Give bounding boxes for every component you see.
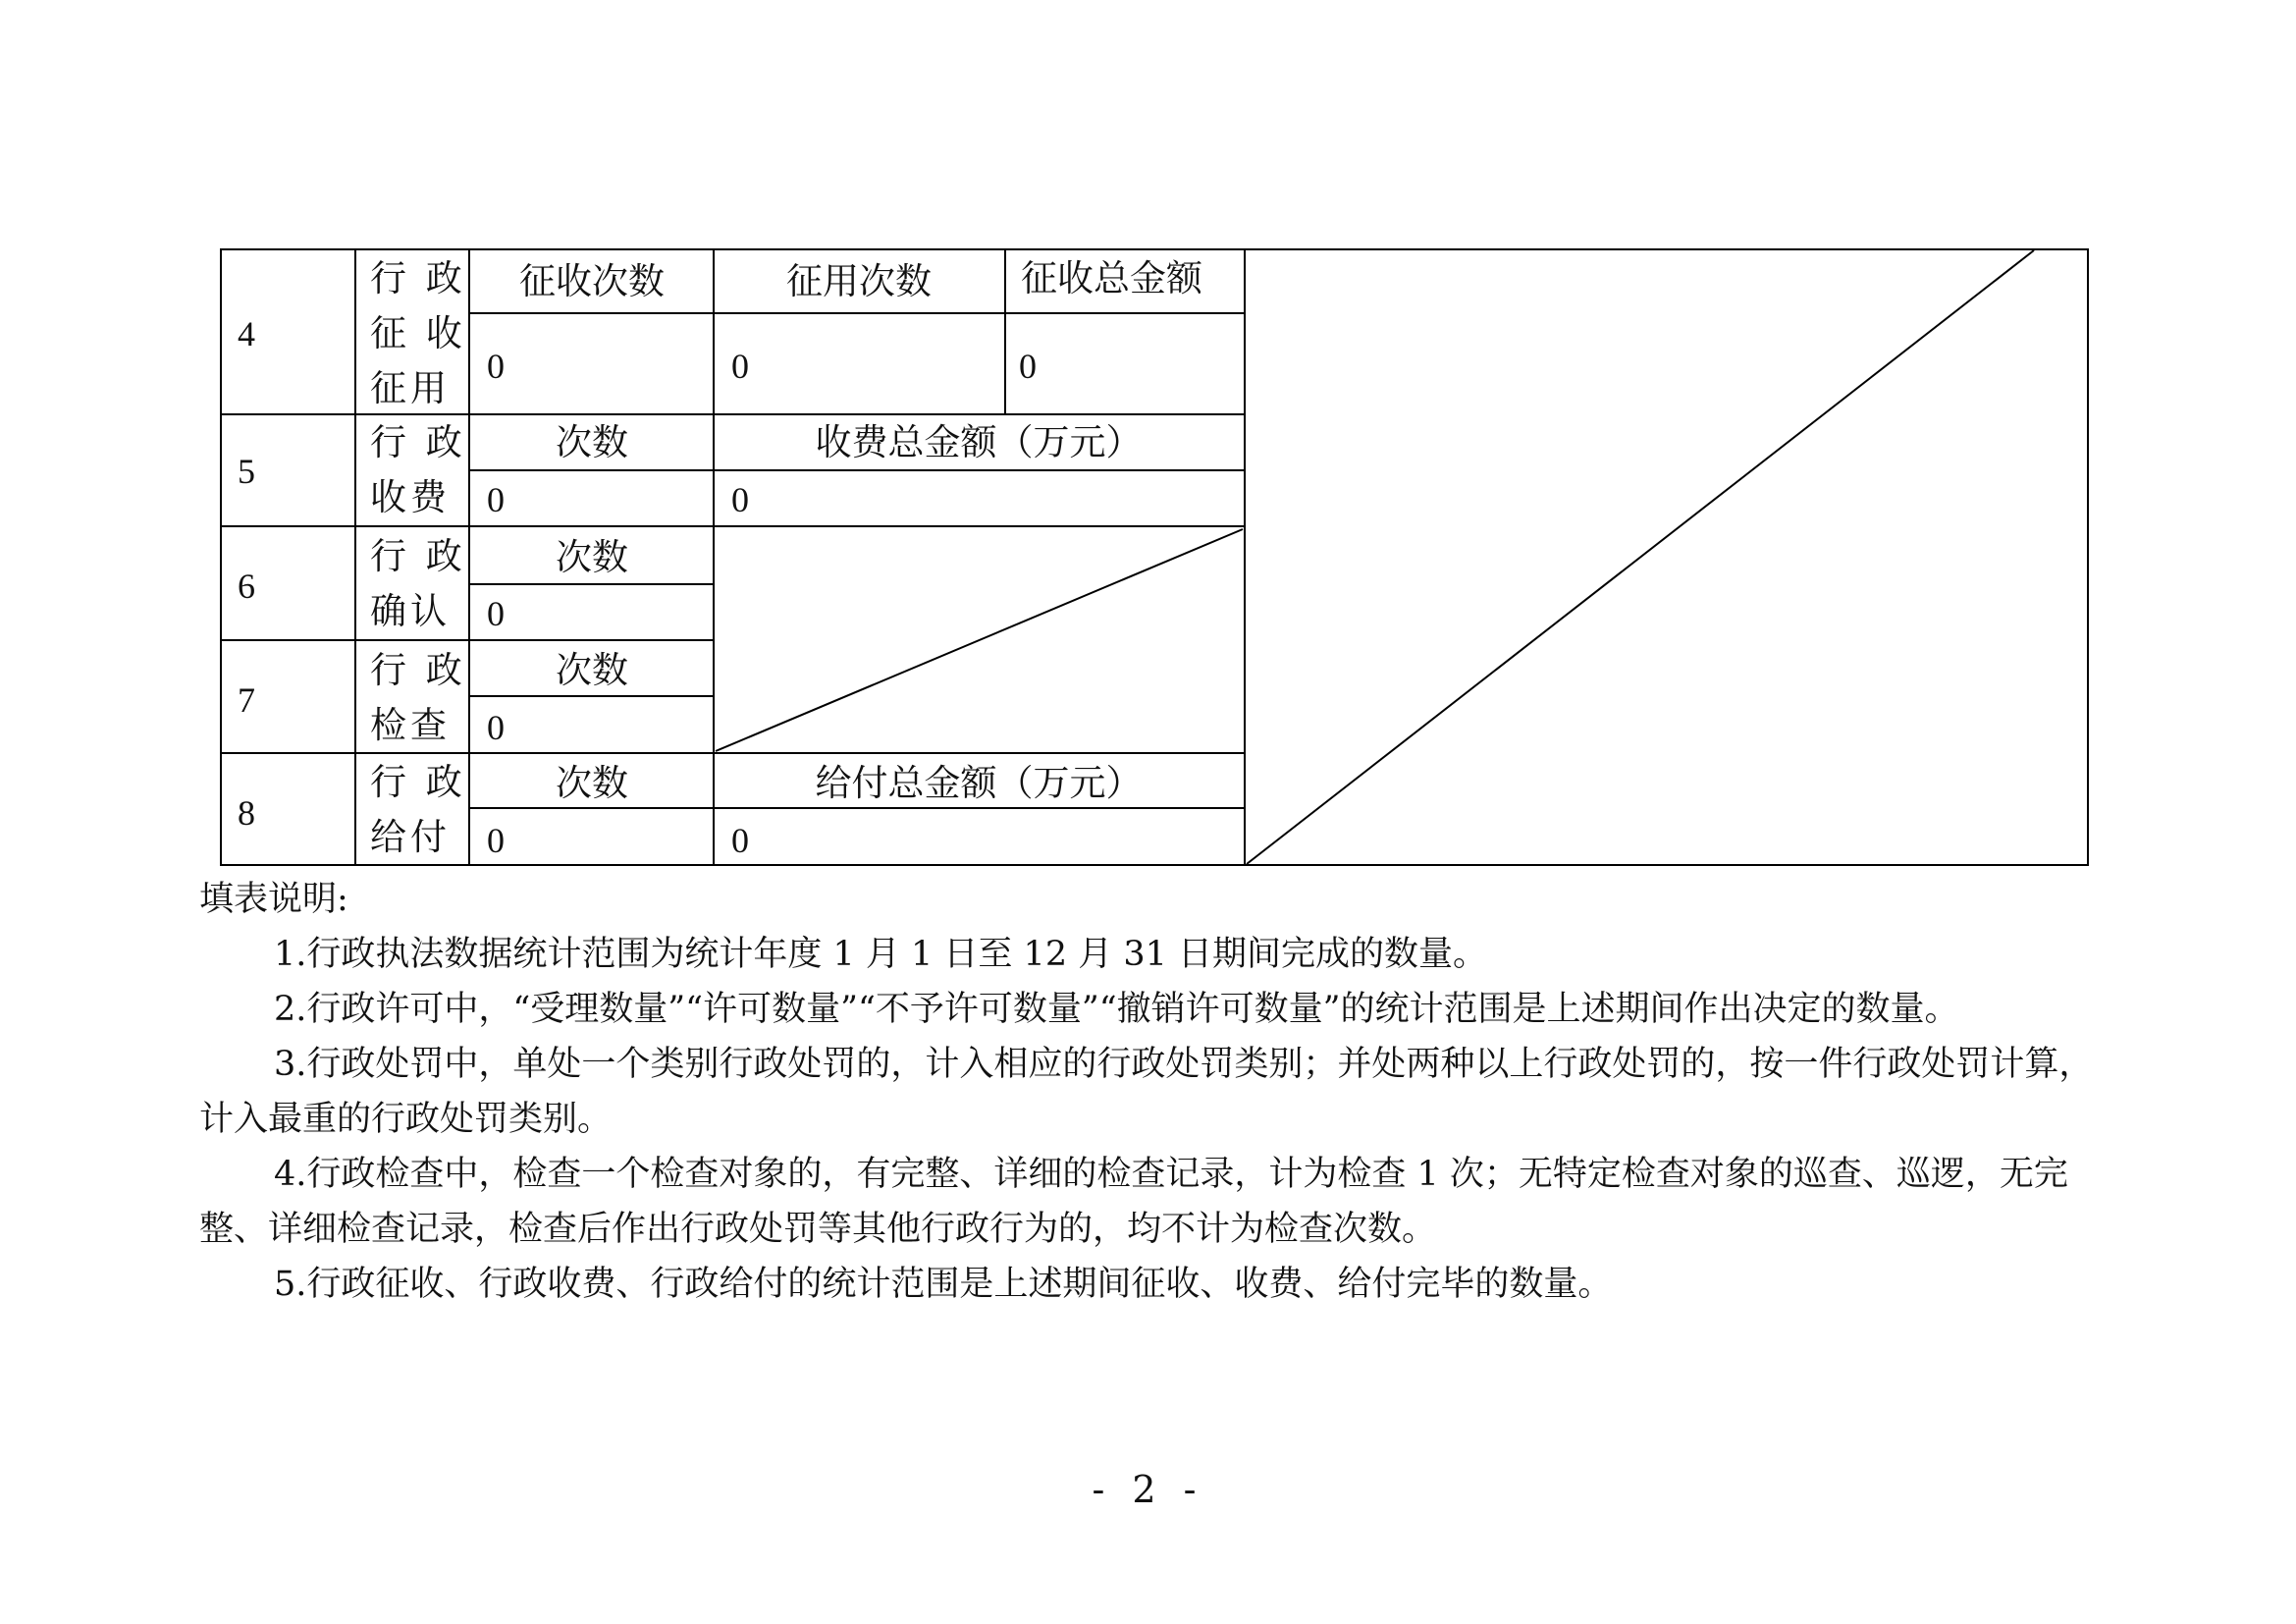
column-header: 征收次数 (519, 260, 665, 302)
column-header: 征用次数 (786, 260, 932, 302)
column-header: 次数 (556, 421, 628, 463)
row-number: 4 (238, 314, 255, 353)
column-header: 给付总金额（万元） (815, 762, 1143, 804)
column-header: 次数 (556, 649, 628, 691)
note-item: 4.行政检查中，检查一个检查对象的，有完整、详细的检查记录，计为检查 1 次；无特定检查对象的巡查、巡逻，无完整、详细检查记录，检查后作出行政处罚等其他行政行为的，均不计为检查次数。 (199, 1155, 2068, 1249)
cell-value: 0 (487, 594, 505, 633)
cell-value: 0 (731, 480, 749, 519)
cell-value: 0 (487, 480, 505, 519)
cell-value: 0 (731, 347, 749, 386)
column-header: 收费总金额（万元） (815, 421, 1143, 463)
note-item: 2.行政许可中，“受理数量”“许可数量”“不予许可数量”“撤销许可数量”的统计范围是上述期间作出决定的数量。 (274, 990, 1959, 1029)
row-category: 行 政 检查 (370, 649, 466, 746)
row-number: 6 (238, 567, 255, 606)
cell-value: 0 (487, 708, 505, 747)
note-item: 1.行政执法数据统计范围为统计年度 1 月 1 日至 12 月 31 日期间完成的数量。 (274, 935, 1488, 974)
row-number: 7 (238, 680, 255, 720)
cell-value: 0 (731, 821, 749, 860)
table-grid-lines (220, 248, 2089, 866)
statistics-table (220, 248, 2089, 866)
cell-value: 0 (487, 347, 505, 386)
cell-value: 0 (487, 821, 505, 860)
column-header: 次数 (556, 762, 628, 804)
cell-value: 0 (1019, 347, 1037, 386)
notes-title: 填表说明: (199, 880, 348, 919)
row-number: 5 (238, 452, 255, 491)
note-item: 3.行政处罚中，单处一个类别行政处罚的，计入相应的行政处罚类别；并处两种以上行政处罚的，按一件行政处罚计算，计入最重的行政处罚类别。 (199, 1045, 2094, 1139)
filling-instructions (199, 872, 2113, 1312)
row-number: 8 (238, 793, 255, 833)
row-category: 行 政 确认 (370, 535, 466, 632)
page-number: - 2 - (1092, 1468, 1204, 1511)
column-header: 次数 (556, 536, 628, 578)
row-category: 行 政 征 收 征用 (370, 257, 466, 409)
note-item: 5.行政征收、行政收费、行政给付的统计范围是上述期间征收、收费、给付完毕的数量。 (274, 1265, 1613, 1304)
row-category: 行 政 给付 (370, 761, 466, 858)
row-category: 行 政 收费 (370, 421, 466, 518)
column-header: 征收总金额 (1021, 257, 1202, 299)
